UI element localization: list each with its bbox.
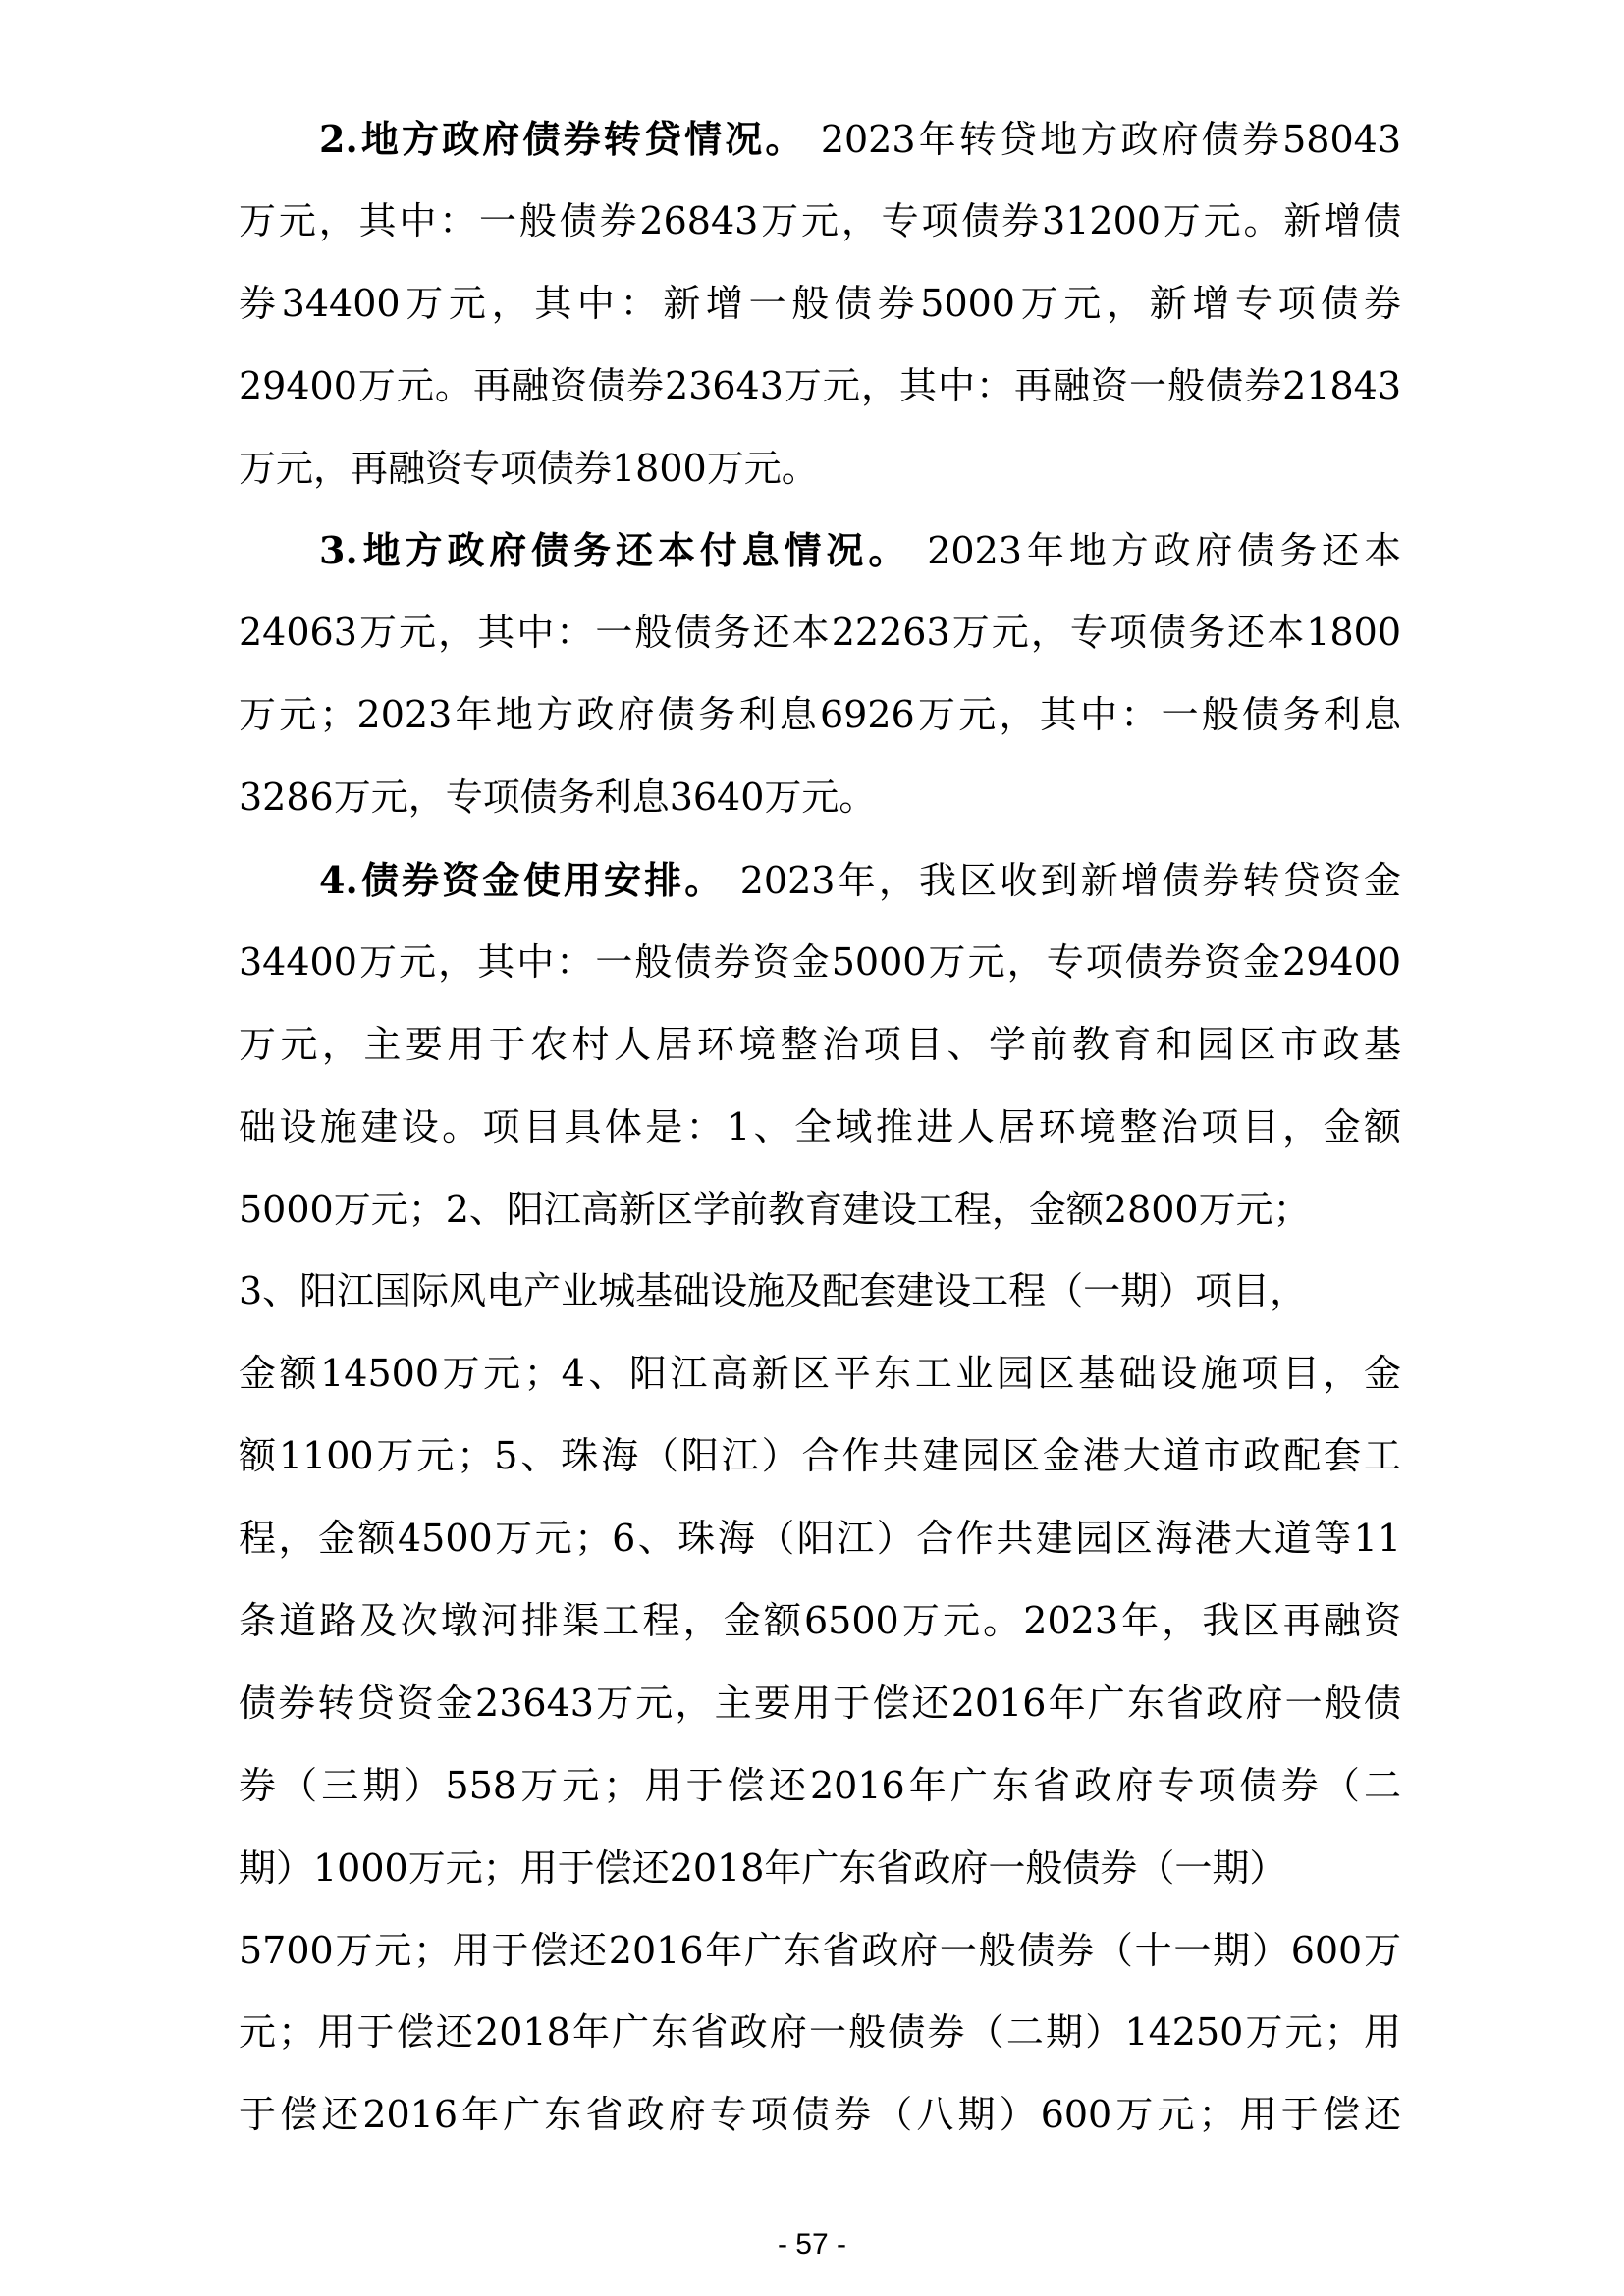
paragraph-line [239,757,1401,839]
paragraph-line [239,1415,1401,1498]
line-text: 于偿还2016年广东省政府专项债券（八期）600万元；用于偿还 [239,2093,1401,2137]
section-heading: 2.地方政府债券转贷情况。 [319,117,806,161]
paragraph-line [239,428,1401,510]
line-text: 程，金额4500万元；6、珠海（阳江）合作共建园区海港大道等11 [239,1517,1401,1561]
paragraph-line [239,1580,1401,1663]
paragraph-line [239,1333,1401,1415]
paragraph-line [239,674,1401,757]
line-text: 2023年，我区收到新增债券转贷资金 [725,859,1401,903]
paragraph-line [239,1745,1401,1828]
line-text: 券34400万元，其中：新增一般债券5000万元，新增专项债券 [239,281,1401,325]
paragraph-line [239,1828,1401,1910]
paragraph-line [239,181,1401,263]
paragraph-line [239,592,1401,674]
line-text: 万元，再融资专项债券1800万元。 [239,446,819,490]
page-number: - 57 - [777,2228,847,2261]
line-text: 础设施建设。项目具体是：1、全域推进人居环境整治项目，金额 [239,1104,1401,1148]
paragraph-line [239,1087,1401,1169]
line-text: 5000万元；2、阳江高新区学前教育建设工程，金额2800万元； [239,1187,1311,1231]
line-text: 额1100万元；5、珠海（阳江）合作共建园区金港大道市政配套工 [239,1434,1401,1478]
paragraph-line [239,1251,1401,1333]
paragraph-line [239,2074,1401,2157]
line-text: 29400万元。再融资债券23643万元，其中：再融资一般债券21843 [239,363,1401,407]
line-text: 24063万元，其中：一般债务还本22263万元，专项债务还本1800 [239,611,1401,655]
line-text: 34400万元，其中：一般债券资金5000万元，专项债券资金29400 [239,939,1401,984]
line-text: 万元，主要用于农村人居环境整治项目、学前教育和园区市政基 [239,1022,1401,1066]
paragraph-line [239,509,1401,592]
paragraph-line [239,346,1401,428]
line-text: 券（三期）558万元；用于偿还2016年广东省政府专项债券（二 [239,1763,1401,1807]
paragraph-line [239,98,1401,181]
paragraph-line [239,1498,1401,1580]
line-text: 3、阳江国际风电产业城基础设施及配套建设工程（一期）项目， [239,1269,1308,1313]
line-text: 万元；2023年地方政府债务利息6926万元，其中：一般债务利息 [239,693,1401,737]
paragraph-line [239,263,1401,346]
section-heading: 4.债券资金使用安排。 [319,858,726,903]
body-text [239,98,1401,2157]
line-text: 万元，其中：一般债券26843万元，专项债券31200万元。新增债 [239,198,1401,242]
paragraph-line [239,839,1401,922]
paragraph-line [239,1169,1401,1252]
paragraph-line [239,1910,1401,1993]
line-text: 2023年地方政府债务还本 [910,529,1401,573]
line-text: 债券转贷资金23643万元，主要用于偿还2016年广东省政府一般债 [239,1681,1401,1725]
line-text: 5700万元；用于偿还2016年广东省政府一般债券（十一期）600万 [239,1928,1401,1972]
line-text: 2023年转贷地方政府债券58043 [805,118,1402,161]
paragraph-line [239,1004,1401,1087]
line-text: 元；用于偿还2018年广东省政府一般债券（二期）14250万元；用 [239,2010,1401,2055]
line-text: 3286万元，专项债务利息3640万元。 [239,775,877,820]
line-text: 条道路及次墩河排渠工程，金额6500万元。2023年，我区再融资 [239,1599,1401,1643]
line-text: 金额14500万元；4、阳江高新区平东工业园区基础设施项目，金 [239,1352,1401,1396]
paragraph-line [239,1992,1401,2074]
paragraph-line [239,1663,1401,1745]
paragraph-line [239,922,1401,1004]
section-heading: 3.地方政府债务还本付息情况。 [319,528,911,573]
line-text: 期）1000万元；用于偿还2018年广东省政府一般债券（一期） [239,1845,1287,1890]
